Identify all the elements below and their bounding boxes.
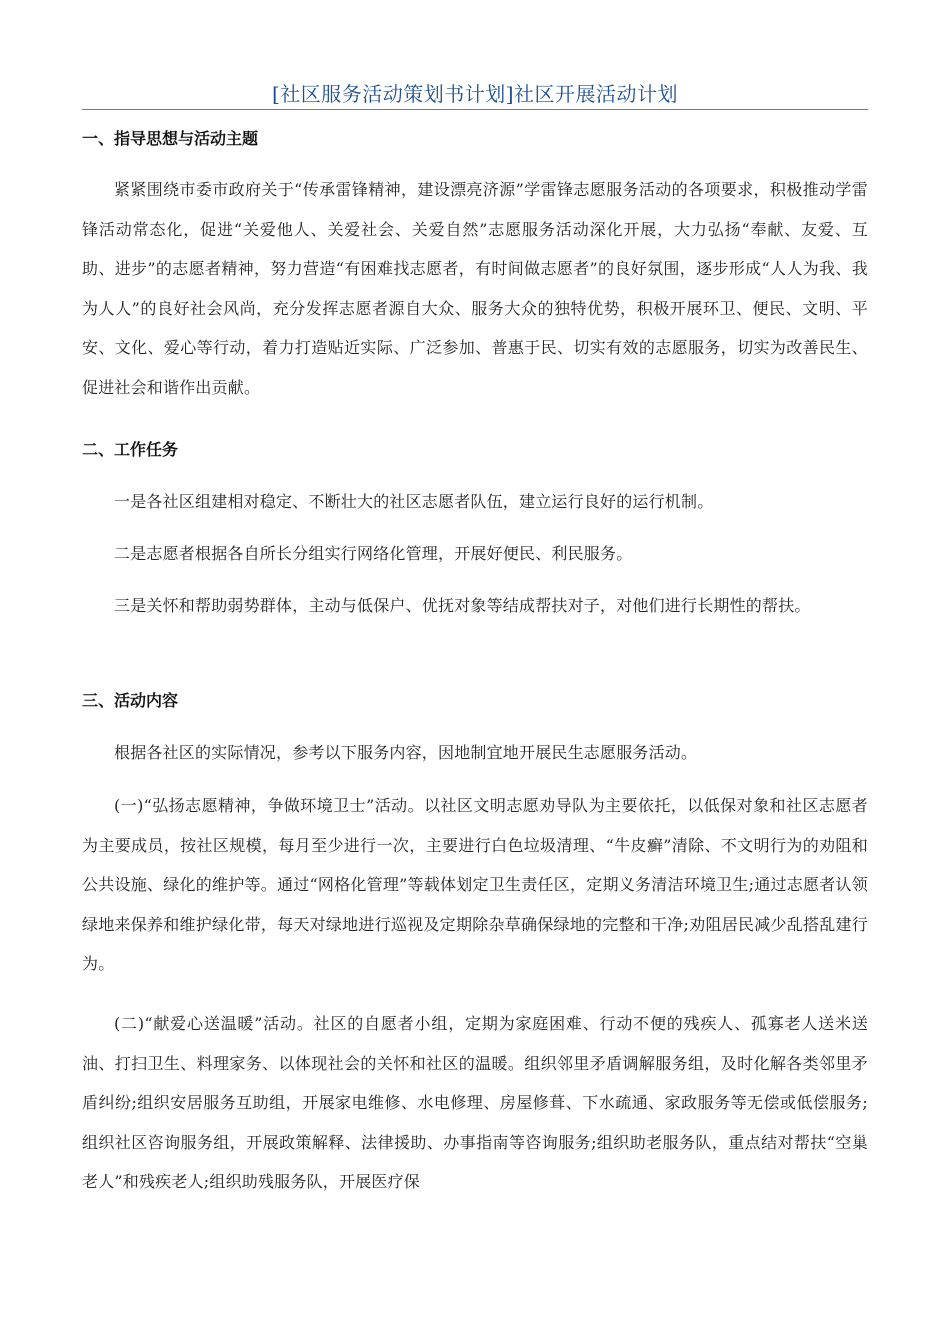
section-heading-1: 一、指导思想与活动主题 (82, 129, 259, 148)
document-title: [社区服务活动策划书计划]社区开展活动计划 (271, 82, 679, 106)
section-3-paragraph-3: (二)“献爱心送温暖”活动。社区的自愿者小组，定期为家庭困难、行动不便的残疾人、孤寡老人送米送油、打扫卫生、料理家务、以体现社会的关怀和社区的温暖。组织邻里矛盾调解服务组，及时化解各类邻里矛盾纠纷;组织安居服务互助组，开展家电维修、水电修理、房屋修葺、下水疏通、家政服务等无偿或低偿服务;组织社区咨询服务组，开展政策解释、法律援助、办事指南等咨询服务;组织助老服务队，重点结对帮扶“空巢老人”和残疾老人;组织助残服务队，开展医疗保 (82, 1014, 868, 1191)
section-3-paragraph-1: 根据各社区的实际情况，参考以下服务内容，因地制宜地开展民生志愿服务活动。 (114, 743, 698, 762)
section-heading-3: 三、活动内容 (82, 691, 179, 710)
section-heading-2: 二、工作任务 (82, 440, 179, 459)
title-underline (82, 109, 868, 110)
section-1-paragraph-1: 紧紧围绕市委市政府关于“传承雷锋精神，建设漂亮济源”学雷锋志愿服务活动的各项要求，积极推动学雷锋活动常态化，促进“关爱他人、关爱社会、关爱自然”志愿服务活动深化开展，大力弘扬“奉献、友爱、互助、进步”的志愿者精神，努力营造“有困难找志愿者，有时间做志愿者”的良好氛围，逐步形成“人人为我、我为人人”的良好社会风尚，充分发挥志愿者源自大众、服务大众的独特优势，积极开展环卫、便民、文明、平安、文化、爱心等行动，着力打造贴近实际、广泛参加、普惠于民、切实有效的志愿服务，切实为改善民生、促进社会和谐作出贡献。 (82, 180, 868, 397)
section-2-paragraph-3: 三是关怀和帮助弱势群体，主动与低保户、优抚对象等结成帮扶对子，对他们进行长期性的帮扶。 (114, 596, 811, 615)
section-2-paragraph-1: 一是各社区组建相对稳定、不断壮大的社区志愿者队伍，建立运行良好的运行机制。 (114, 492, 714, 511)
section-2-paragraph-2: 二是志愿者根据各自所长分组实行网络化管理，开展好便民、利民服务。 (114, 544, 633, 563)
section-3-paragraph-2: (一)“弘扬志愿精神，争做环境卫士”活动。以社区文明志愿劝导队为主要依托，以低保对象和社区志愿者为主要成员，按社区规模，每月至少进行一次，主要进行白色垃圾清理、“牛皮癣”清除、不文明行为的劝阻和公共设施、绿化的维护等。通过“网格化管理”等载体划定卫生责任区，定期义务清洁环境卫生;通过志愿者认领绿地来保养和维护绿化带，每天对绿地进行巡视及定期除杂草确保绿地的完整和干净;劝阻居民减少乱搭乱建行为。 (82, 796, 868, 973)
